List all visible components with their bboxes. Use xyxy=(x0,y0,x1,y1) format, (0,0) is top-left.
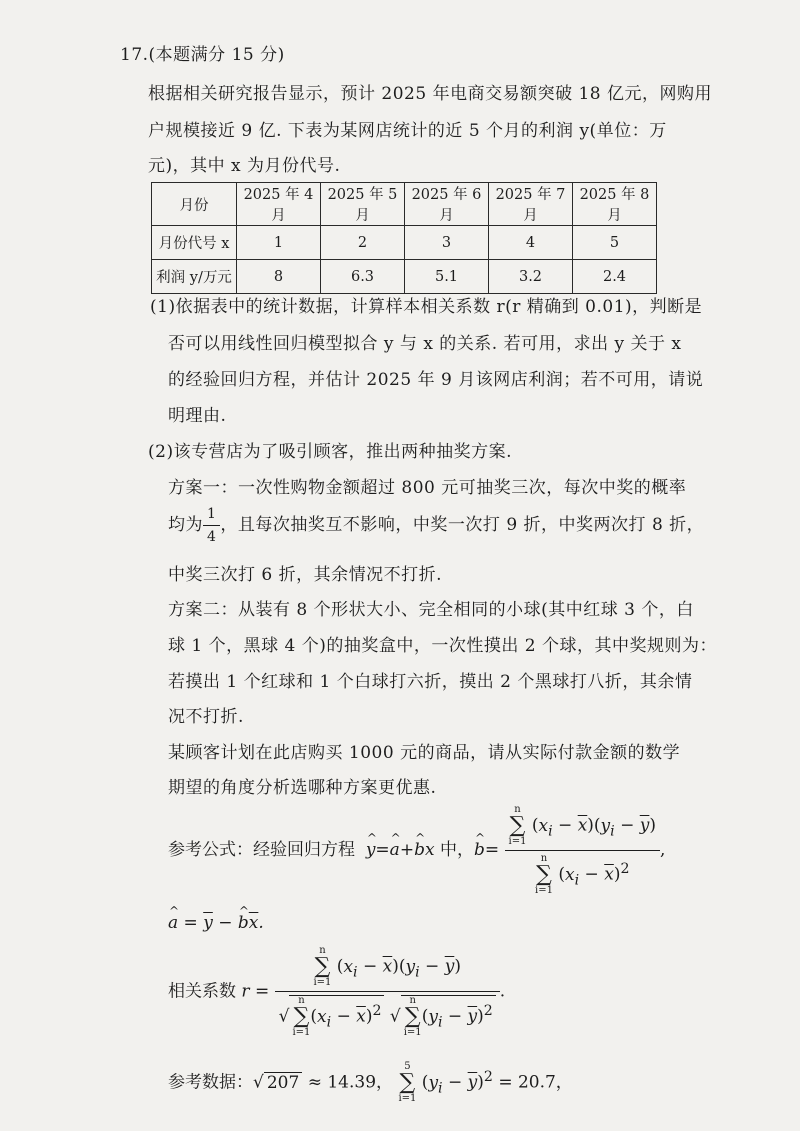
table-cell: 2.4 xyxy=(573,260,657,294)
plan-one-line-3: 中奖三次打 6 折，其余情况不打折. xyxy=(168,565,443,585)
q1-line-4: 明理由. xyxy=(168,406,227,426)
plan-two-line-1: 方案二：从装有 8 个形状大小、完全相同的小球(其中红球 3 个，白 xyxy=(168,600,694,620)
q1-line-2: 否可以用线性回归模型拟合 y 与 x 的关系. 若可用，求出 y 关于 x xyxy=(168,334,682,354)
table-cell: 2025 年 5 月 xyxy=(321,183,405,226)
table-cell: 2025 年 7 月 xyxy=(489,183,573,226)
q1-line-3: 的经验回归方程，并估计 2025 年 9 月该网店利润；若不可用，请说 xyxy=(168,370,704,390)
slope-fraction: n ∑ i=1 $(x_i - \overline{x})(y_i - \overline{y})$ n ∑ i=1 $(x_i - \overline{x})^2$ xyxy=(505,805,661,896)
intro-line-1: 根据相关研究报告显示，预计 2025 年电商交易额突破 18 亿元，网购用 xyxy=(148,84,713,104)
intercept-formula: a ^ = $\overline{y} - b$ $\^{}\overline{x}$. xyxy=(168,913,264,933)
table-cell: 3.2 xyxy=(489,260,573,294)
plan-two-line-3: 若摸出 1 个红球和 1 个白球打六折，摸出 2 个黑球打八折，其余情 xyxy=(168,672,693,692)
row-header-month: 月份 xyxy=(152,183,237,226)
customer-line-1: 某顾客计划在此店购买 1000 元的商品，请从实际付款金额的数学 xyxy=(168,743,681,763)
table-cell: 5.1 xyxy=(405,260,489,294)
sum-result: = 20.7， xyxy=(498,1072,573,1093)
table-row xyxy=(152,226,657,260)
correlation-fraction: n ∑ i=1 $(x_i - \overline{x})(y_i - \overline{y})$ √ n ∑ i=1 $(x_i - \overline{x})^2$ √ n ∑ i=1 $(y_i - \overline{y})^2$ xyxy=(275,946,500,1038)
table-cell: 6.3 xyxy=(321,260,405,294)
q1-line-1: (1)依据表中的统计数据，计算样本相关系数 r(r 精确到 0.01)，判断是 xyxy=(150,297,703,317)
table-cell: 3 xyxy=(405,226,489,260)
plan-one-line-2 xyxy=(168,506,704,545)
fraction-denominator: 4 xyxy=(207,529,217,545)
intro-line-3: 元)，其中 x 为月份代号. xyxy=(148,156,341,176)
regression-formula: 参考公式：经验回归方程 y ^=a ^+b ^x 中，b ^= n ∑ i=1 $(x_i - \overline{x})(y_i - \overline{y})$ n ∑ i=1 $(x_i - \overline{x})^2$ , xyxy=(168,805,665,896)
approx-value: ≈ 14.39， xyxy=(307,1072,394,1093)
fraction-numerator: 1 xyxy=(207,506,217,522)
table-cell: 1 xyxy=(237,226,321,260)
table-cell: 5 xyxy=(573,226,657,260)
customer-line-2: 期望的角度分析选哪种方案更优惠. xyxy=(168,778,437,798)
formula-middle: 中， xyxy=(439,840,474,860)
plan-two-line-2: 球 1 个，黑球 4 个)的抽奖盒中，一次性摸出 2 个球，其中奖规则为： xyxy=(168,636,718,656)
row-header-profit: 利润 y/万元 xyxy=(152,260,237,294)
table-cell: 2025 年 8 月 xyxy=(573,183,657,226)
plan-one-line-1: 方案一：一次性购物金额超过 800 元可抽奖三次，每次中奖的概率 xyxy=(168,478,687,498)
intro-line-2: 户规模接近 9 亿. 下表为某网店统计的近 5 个月的利润 y(单位：万 xyxy=(148,121,667,141)
table-cell: 4 xyxy=(489,226,573,260)
table-cell: 2025 年 6 月 xyxy=(405,183,489,226)
row-header-code: 月份代号 x xyxy=(152,226,237,260)
corr-label: 相关系数 xyxy=(168,981,236,1002)
q2-line-1: (2)该专营店为了吸引顾客，推出两种抽奖方案. xyxy=(148,442,512,462)
probability-fraction xyxy=(203,506,220,545)
data-label: 参考数据： xyxy=(168,1072,253,1093)
plan-one-suffix: ，且每次抽奖互不影响，中奖一次打 9 折，中奖两次打 8 折， xyxy=(220,515,705,535)
sqrt-value: 207 xyxy=(264,1072,302,1093)
table-cell: 2025 年 4 月 xyxy=(237,183,321,226)
table-cell: 8 xyxy=(237,260,321,294)
correlation-formula: 相关系数 r = n ∑ i=1 $(x_i - \overline{x})(y_i - \overline{y})$ √ n ∑ i=1 $(x_i - \overline{x})^2$ √ n ∑ i=1 $(y_i - \overline{y})^2$ . xyxy=(168,945,506,1038)
table-row xyxy=(152,260,657,294)
plan-two-line-4: 况不打折. xyxy=(168,707,244,727)
table-cell: 2 xyxy=(321,226,405,260)
formula-ref-label: 参考公式：经验回归方程 xyxy=(168,840,355,860)
table-row xyxy=(152,183,657,226)
plan-one-prefix: 均为 xyxy=(168,515,203,535)
question-header: 17.(本题满分 15 分) xyxy=(120,45,285,65)
profit-table xyxy=(151,182,657,294)
reference-data: 参考数据：√ 207 ≈ 14.39， 5 ∑ i=1 $(y_i - \overline{y})^2 = 20.7$， xyxy=(168,1061,573,1104)
